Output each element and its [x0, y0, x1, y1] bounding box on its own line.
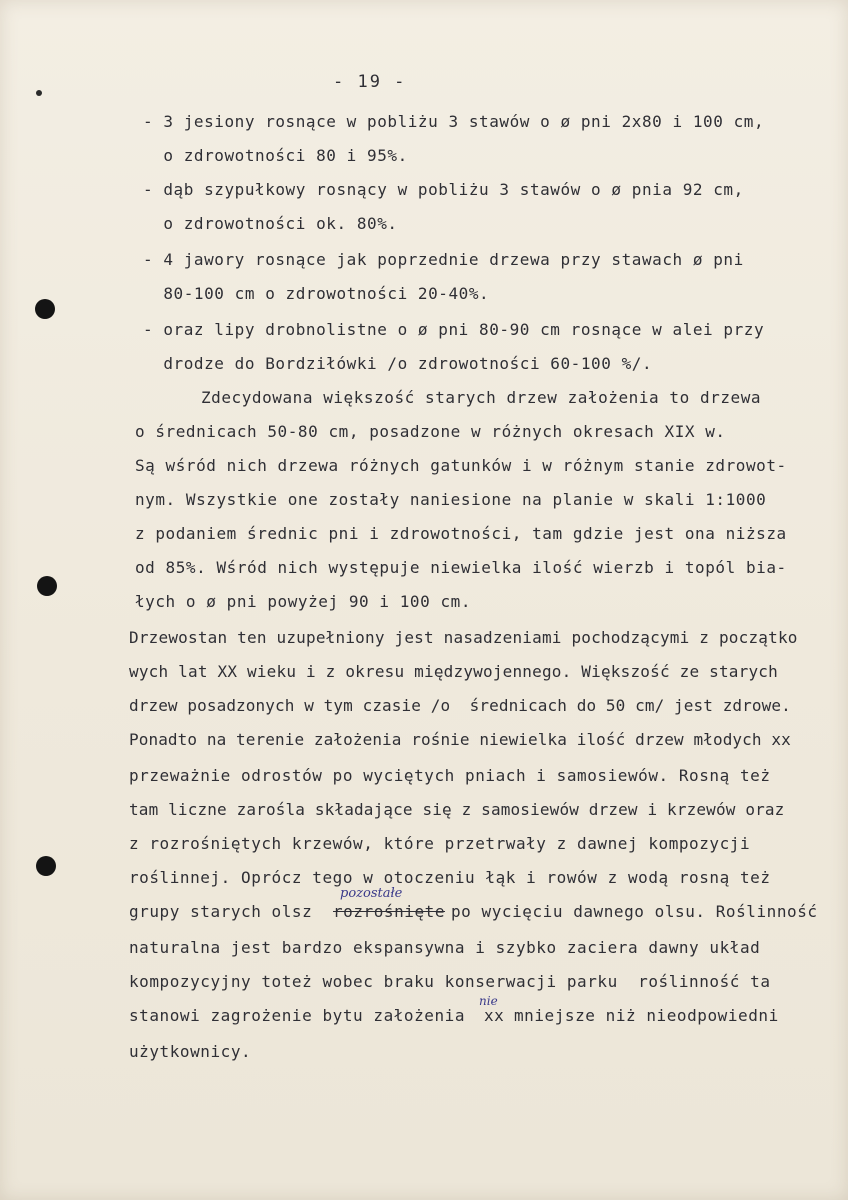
- text-line: 80-100 cm o zdrowotności 20-40%.: [143, 284, 490, 303]
- text-line: drzew posadzonych w tym czasie /o średnicach do 50 cm/ jest zdrowe.: [129, 696, 791, 715]
- punch-hole-1: [35, 299, 55, 319]
- text-line: z podaniem średnic pni i zdrowotności, tam gdzie jest ona niższa: [135, 524, 787, 543]
- text-line: użytkownicy.: [129, 1042, 252, 1061]
- text-line: - dąb szypułkowy rosnący w pobliżu 3 stawów o ø pnia 92 cm,: [143, 180, 744, 199]
- overtyped-mark: xx: [484, 1006, 505, 1025]
- text-line: łych o ø pni powyżej 90 i 100 cm.: [135, 592, 472, 611]
- punch-hole-2: [37, 576, 57, 596]
- text-line: naturalna jest bardzo ekspansywna i szybko zaciera dawny układ: [129, 938, 761, 957]
- text-line: o zdrowotności 80 i 95%.: [143, 146, 408, 165]
- text-line: tam liczne zarośla składające się z samosiewów drzew i krzewów oraz: [129, 800, 785, 819]
- text-line: nym. Wszystkie one zostały naniesione na planie w skali 1:1000: [135, 490, 767, 509]
- punch-hole-3: [36, 856, 56, 876]
- handwritten-correction: pozostałe: [340, 886, 403, 901]
- text-line: grupy starych olsz: [129, 902, 313, 921]
- text-line: przeważnie odrostów po wyciętych pniach i samosiewów. Rosną też: [129, 766, 771, 785]
- text-line: Zdecydowana większość starych drzew założenia to drzewa: [201, 388, 762, 407]
- text-line: Są wśród nich drzewa różnych gatunków i w różnym stanie zdrowot-: [135, 456, 787, 475]
- handwritten-insert: nie: [479, 994, 498, 1008]
- text-line: o średnicach 50-80 cm, posadzone w różnych okresach XIX w.: [135, 422, 726, 441]
- text-line: roślinnej. Oprócz tego w otoczeniu łąk i rowów z wodą rosną też: [129, 868, 771, 887]
- text-line: - 4 jawory rosnące jak poprzednie drzewa przy stawach ø pni: [143, 250, 744, 269]
- text-line: stanowi zagrożenie bytu założenia: [129, 1006, 466, 1025]
- page-number: - 19 -: [333, 72, 407, 92]
- text-line: Drzewostan ten uzupełniony jest nasadzeniami pochodzącymi z początko: [129, 628, 798, 647]
- margin-dot: [36, 90, 42, 96]
- text-line: po wycięciu dawnego olsu. Roślinność: [451, 902, 818, 921]
- text-line: od 85%. Wśród nich występuje niewielka ilość wierzb i topól bia-: [135, 558, 787, 577]
- text-line: mniejsze niż nieodpowiedni: [514, 1006, 779, 1025]
- text-line: - oraz lipy drobnolistne o ø pni 80-90 cm rosnące w alei przy: [143, 320, 765, 339]
- text-line: drodze do Bordziłówki /o zdrowotności 60-100 %/.: [143, 354, 653, 373]
- text-line: z rozrośniętych krzewów, które przetrwały z dawnej kompozycji: [129, 834, 751, 853]
- text-line: o zdrowotności ok. 80%.: [143, 214, 398, 233]
- text-line: wych lat XX wieku i z okresu międzywojennego. Większość ze starych: [129, 662, 778, 681]
- text-line: Ponadto na terenie założenia rośnie niewielka ilość drzew młodych xx: [129, 730, 791, 749]
- struck-word: rozrośnięte: [333, 902, 446, 921]
- text-line: kompozycyjny toteż wobec braku konserwacji parku roślinność ta: [129, 972, 771, 991]
- text-line: - 3 jesiony rosnące w pobliżu 3 stawów o ø pni 2x80 i 100 cm,: [143, 112, 765, 131]
